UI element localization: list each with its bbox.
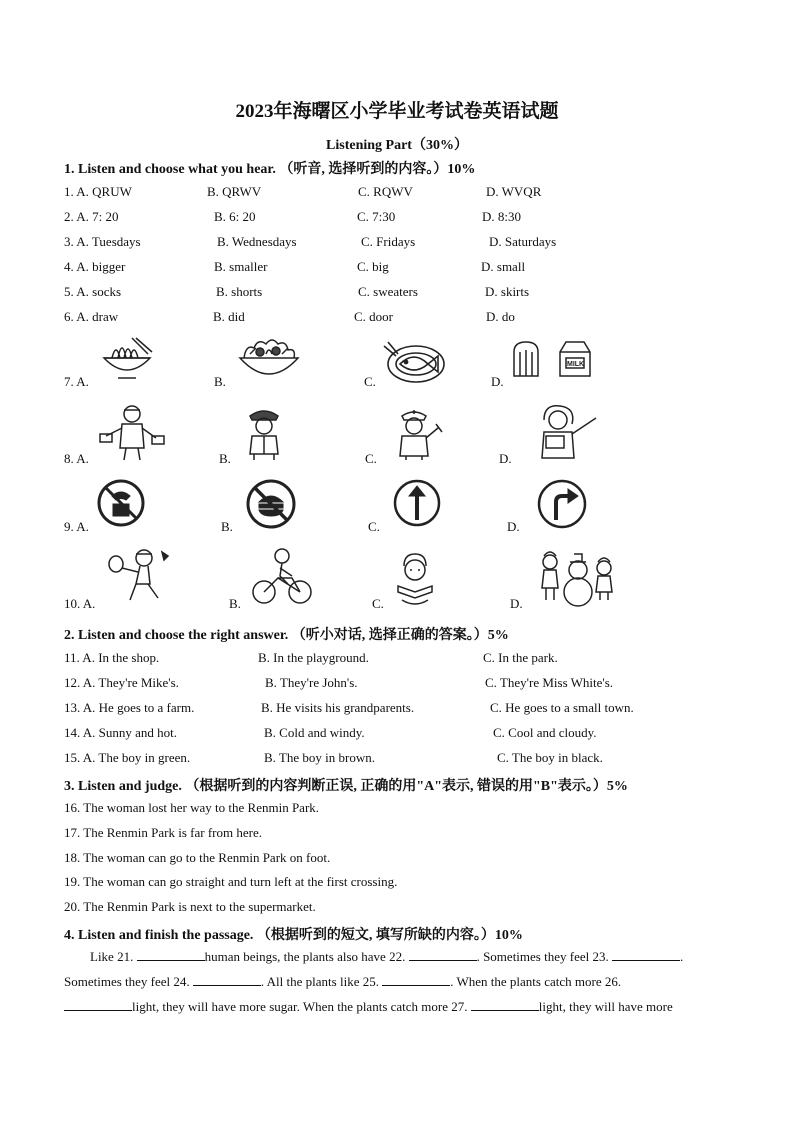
blank-21[interactable]	[137, 949, 205, 961]
option-15c: C. The boy in black.	[497, 750, 603, 765]
passage-text: human beings, the plants also have 22.	[204, 949, 409, 964]
option-5a: 5. A. socks	[64, 284, 122, 299]
option-4a: 4. A. bigger	[64, 259, 126, 274]
label-10b: B.	[229, 596, 241, 611]
section1-heading: 1. Listen and choose what you hear. （听音, 选择听到的内容。）10%	[64, 162, 476, 177]
nurse-icon	[388, 406, 444, 462]
no-food-sign-icon	[245, 478, 297, 530]
section2-heading: 2. Listen and choose the right answer. （听小对话, 选择正确的答案。）5%	[64, 628, 509, 643]
passage-text: light, they will have more	[538, 999, 673, 1014]
option-14b: B. Cold and windy.	[264, 725, 365, 740]
label-9c: C.	[368, 519, 380, 534]
svg-text:MILK: MILK	[567, 361, 585, 368]
passage-text: light, they will have more sugar. When the plants catch more 27.	[132, 999, 471, 1014]
badminton-boy-icon	[102, 546, 178, 604]
passage-text: Sometimes they feel 24.	[64, 974, 193, 989]
passage-text: Like 21.	[90, 949, 137, 964]
blank-25[interactable]	[382, 974, 450, 986]
judge-item-19: 19. The woman can go straight and turn left at the first crossing.	[64, 874, 398, 889]
option-5b: B. shorts	[216, 284, 263, 299]
option-11a: 11. A. In the shop.	[64, 650, 160, 665]
option-13b: B. He visits his grandparents.	[261, 700, 415, 715]
option-1d: D. WVQR	[486, 184, 542, 199]
bread-milk-icon	[510, 336, 592, 382]
option-12c: C. They're Miss White's.	[485, 675, 614, 690]
label-7d: D.	[491, 374, 504, 389]
police-officer-icon	[240, 406, 288, 462]
cycling-boy-icon	[250, 546, 314, 606]
option-6a: 6. A. draw	[64, 309, 119, 324]
passage-text: . All the plants like 25.	[260, 974, 383, 989]
passage-line-2	[64, 974, 621, 990]
label-8b: B.	[219, 451, 231, 466]
passage-text: .	[679, 949, 684, 964]
option-13a: 13. A. He goes to a farm.	[64, 700, 195, 715]
option-2a: 2. A. 7: 20	[64, 209, 119, 224]
postman-icon	[96, 402, 168, 462]
option-3b: B. Wednesdays	[217, 234, 297, 249]
option-12b: B. They're John's.	[265, 675, 358, 690]
fish-plate-icon	[382, 336, 446, 386]
option-2b: B. 6: 20	[214, 209, 256, 224]
option-12a: 12. A. They're Mike's.	[64, 675, 179, 690]
option-5d: D. skirts	[485, 284, 530, 299]
teacher-icon	[526, 402, 600, 462]
go-straight-sign-icon	[392, 478, 442, 528]
option-2c: C. 7:30	[357, 209, 396, 224]
exam-title: 2023年海曙区小学毕业考试卷英语试题	[235, 101, 559, 122]
option-1c: C. RQWV	[358, 184, 413, 199]
label-10c: C.	[372, 596, 384, 611]
label-9a: 9. A.	[64, 519, 89, 534]
passage-text: . Sometimes they feel 23.	[476, 949, 612, 964]
option-6b: B. did	[213, 309, 245, 324]
option-6d: D. do	[486, 309, 515, 324]
salad-icon	[236, 334, 302, 384]
no-phone-sign-icon	[96, 478, 146, 528]
judge-item-17: 17. The Renmin Park is far from here.	[64, 825, 262, 840]
label-7b: B.	[214, 374, 226, 389]
blank-23[interactable]	[612, 949, 680, 961]
blank-26[interactable]	[64, 999, 132, 1011]
label-9d: D.	[507, 519, 520, 534]
option-15b: B. The boy in brown.	[264, 750, 375, 765]
option-4d: D. small	[481, 259, 526, 274]
blank-24[interactable]	[193, 974, 261, 986]
option-1a: 1. A. QRUW	[64, 184, 132, 199]
passage-line-3	[64, 999, 673, 1015]
option-11c: C. In the park.	[483, 650, 558, 665]
option-15a: 15. A. The boy in green.	[64, 750, 191, 765]
option-6c: C. door	[354, 309, 393, 324]
option-2d: D. 8:30	[482, 209, 521, 224]
option-1b: B. QRWV	[207, 184, 262, 199]
section3-heading: 3. Listen and judge. （根据听到的内容判断正误, 正确的用"A"表示, 错误的用"B"表示。）5%	[64, 779, 628, 794]
label-10d: D.	[510, 596, 523, 611]
section4-heading: 4. Listen and finish the passage. （根据听到的短文, 填写所缺的内容。）10%	[64, 928, 523, 943]
option-5c: C. sweaters	[358, 284, 418, 299]
option-3a: 3. A. Tuesdays	[64, 234, 141, 249]
passage-line-1	[90, 949, 683, 965]
label-10a: 10. A.	[64, 596, 96, 611]
option-11b: B. In the playground.	[258, 650, 369, 665]
blank-22[interactable]	[409, 949, 477, 961]
label-8d: D.	[499, 451, 512, 466]
judge-item-16: 16. The woman lost her way to the Renmin Park.	[64, 800, 320, 815]
blank-27[interactable]	[471, 999, 539, 1011]
option-13c: C. He goes to a small town.	[490, 700, 634, 715]
option-3c: C. Fridays	[361, 234, 416, 249]
label-9b: B.	[221, 519, 233, 534]
option-14a: 14. A. Sunny and hot.	[64, 725, 178, 740]
listening-part-header: Listening Part（30%）	[326, 138, 468, 153]
noodles-icon	[98, 336, 156, 382]
label-8c: C.	[365, 451, 377, 466]
judge-item-20: 20. The Renmin Park is next to the supermarket.	[64, 899, 316, 914]
option-4b: B. smaller	[214, 259, 268, 274]
snowman-kids-icon	[536, 548, 620, 608]
passage-text: . When the plants catch more 26.	[450, 974, 622, 989]
option-14c: C. Cool and cloudy.	[493, 725, 597, 740]
label-8a: 8. A.	[64, 451, 89, 466]
reading-boy-icon	[390, 552, 440, 608]
option-3d: D. Saturdays	[489, 234, 557, 249]
option-4c: C. big	[357, 259, 389, 274]
turn-right-sign-icon	[536, 478, 588, 530]
label-7a: 7. A.	[64, 374, 89, 389]
label-7c: C.	[364, 374, 376, 389]
judge-item-18: 18. The woman can go to the Renmin Park on foot.	[64, 850, 331, 865]
